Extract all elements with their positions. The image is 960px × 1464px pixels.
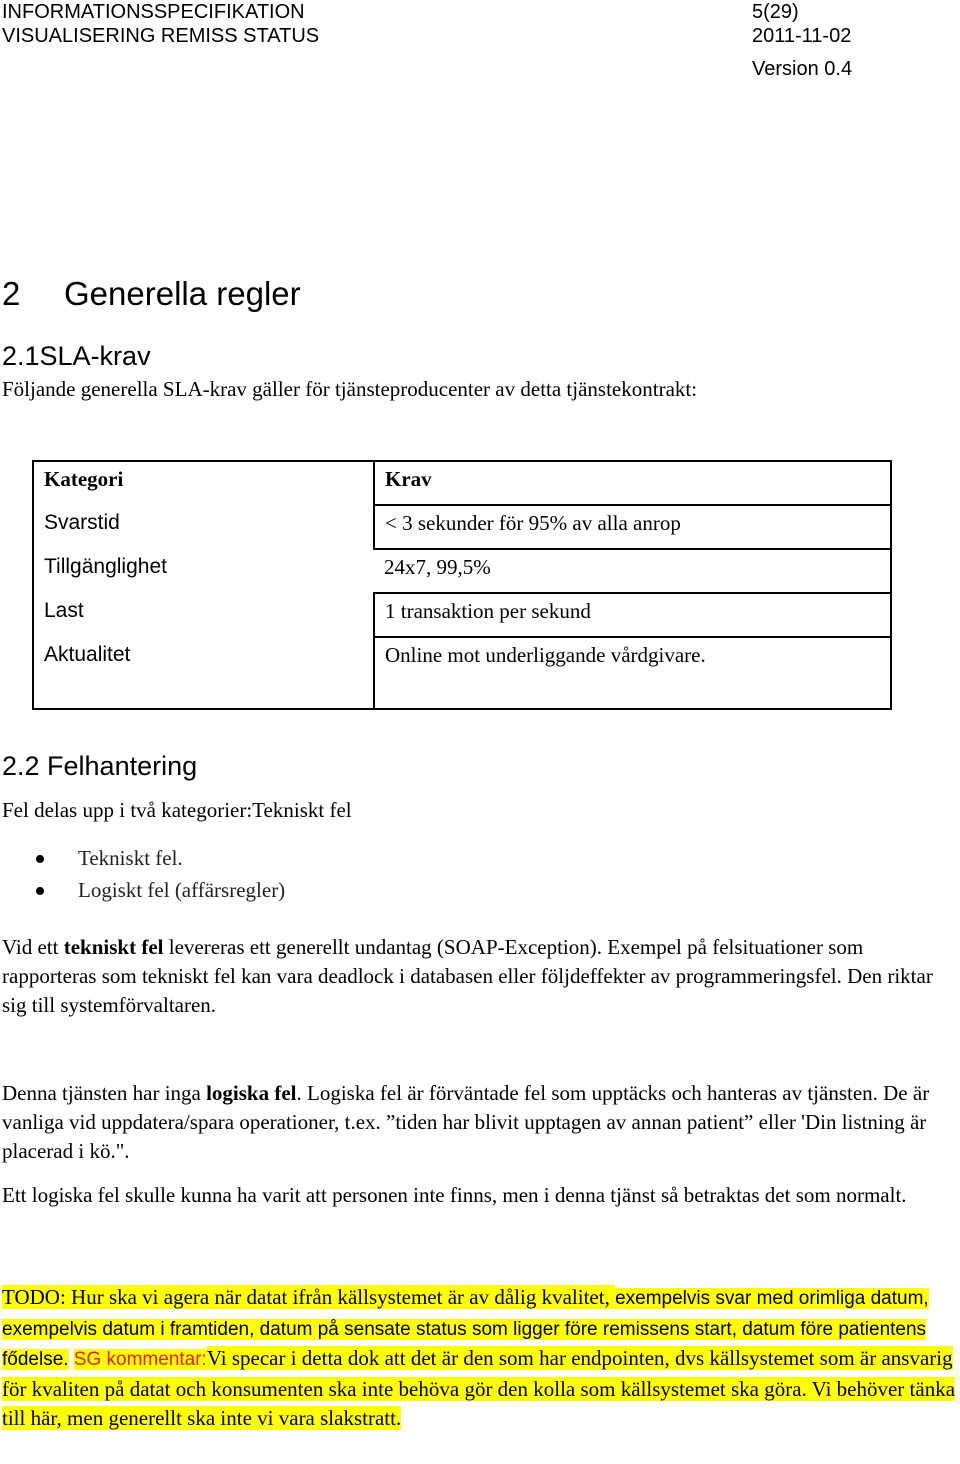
todo-comment xyxy=(2,1283,956,1434)
logical-error-example-paragraph: Ett logiska fel skulle kunna ha varit att personen inte finns, men i denna tjänst så betraktas det som normalt. xyxy=(2,1183,907,1207)
doc-version: Version 0.4 xyxy=(752,58,853,80)
table-cell-requirement: Online mot underliggande vårdgivare. xyxy=(374,637,891,709)
sla-table xyxy=(32,460,892,710)
error-categories-intro: Fel delas upp i två kategorier:Tekniskt fel xyxy=(2,798,352,822)
table-cell-category: Aktualitet xyxy=(33,637,374,709)
section-2-1-heading: 2.1SLA-krav xyxy=(2,341,151,371)
sg-comment-text: Vi specar i detta dok att det är den som har endpointen, dvs källsystemet som är ansvarig för kvaliten på datat och konsumenten ska inte behöva gör den kolla som källsystemet ska göra. Vi behöver tänka till här, men generellt ska inte vi vara slakstratt. xyxy=(2,1346,956,1430)
doc-date: 2011-11-02 xyxy=(752,25,852,47)
table-cell-requirement: 24x7, 99,5% xyxy=(374,549,891,593)
list-item xyxy=(36,842,285,874)
error-category-list xyxy=(36,842,285,906)
technical-error-term: tekniskt fel xyxy=(63,935,164,959)
sg-comment-label: SG kommentar: xyxy=(73,1349,207,1370)
list-item-text: Logiskt fel (affärsregler) xyxy=(78,878,286,902)
logical-error-term: logiska fel xyxy=(206,1081,297,1105)
logical-error-paragraph: Denna tjänsten har inga logiska fel. Logiska fel är förväntade fel som upptäcks och hanteras av tjänsten. De är vanliga vid uppdatera/spara operationer, t.ex. ”tiden har blivit upptagen av annan patient” eller 'Din listning är placerad i kö.". xyxy=(2,1081,930,1163)
table-header-kategori: Kategori xyxy=(33,461,374,505)
section-2-title: Generella regler xyxy=(64,275,301,312)
section-2-heading xyxy=(2,272,301,316)
table-cell-category: Last xyxy=(33,593,374,637)
list-item-text: Tekniskt fel. xyxy=(78,846,183,870)
section-2-number: 2 xyxy=(2,275,21,312)
todo-text: TODO: Hur ska vi agera när datat ifrån källsystemet är av dålig kvalitet, xyxy=(2,1285,616,1309)
doc-header-title: INFORMATIONSSPECIFIKATION xyxy=(2,1,305,23)
table-cell-requirement: < 3 sekunder för 95% av alla anrop xyxy=(374,505,891,549)
list-item xyxy=(36,874,285,906)
table-header-krav: Krav xyxy=(374,461,891,505)
todo-text-continued: exempelvis svar med orimliga datum, exempelvis datum i framtiden, datum på sensate status som ligger före remissens start, datum före patientens fődelse. xyxy=(2,1288,929,1370)
bullet-icon xyxy=(36,855,44,863)
sla-intro: Följande generella SLA-krav gäller för tjänsteproducenter av detta tjänstekontrakt: xyxy=(2,377,698,401)
bullet-icon xyxy=(36,887,44,895)
page-number: 5(29) xyxy=(752,1,799,23)
table-cell-category: Tillgänglighet xyxy=(33,549,374,593)
technical-error-paragraph: Vid ett tekniskt fel levereras ett generellt undantag (SOAP-Exception). Exempel på felsituationer som rapporteras som tekniskt fel kan vara deadlock i databasen eller följdeffekter av programmeringsfel. Den riktar sig till systemförvaltaren. xyxy=(2,935,933,1017)
table-cell-requirement: 1 transaktion per sekund xyxy=(374,593,891,637)
table-cell-category: Svarstid xyxy=(33,505,374,549)
doc-header-subtitle: VISUALISERING REMISS STATUS xyxy=(2,25,320,47)
section-2-2-heading: 2.2 Felhantering xyxy=(2,751,198,781)
